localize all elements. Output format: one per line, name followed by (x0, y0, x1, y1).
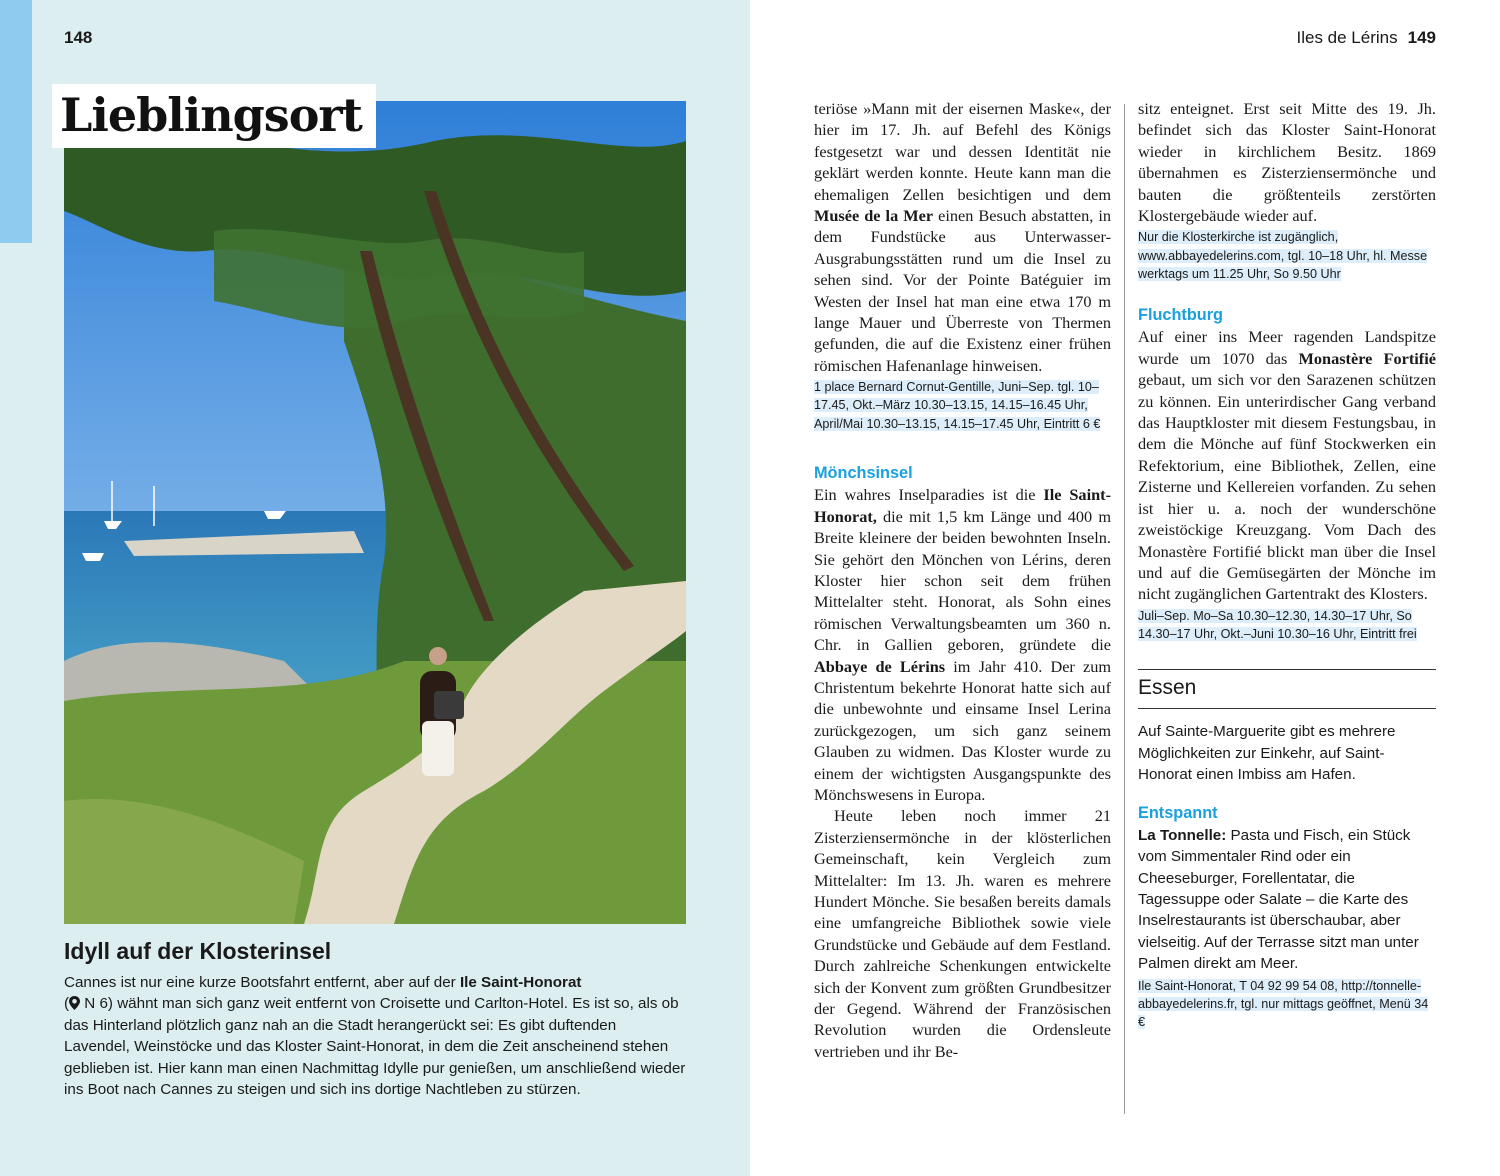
essen-rule (1138, 669, 1436, 670)
info-musee: 1 place Bernard Cornut-Gentille, Juni–Sep. tgl. 10–17.45, Okt.–März 10.30–13.15, 14.15–16.45 Uhr, April/Mai 10.30–13.15, 14.15–17.45 Uhr, Eintritt 6 € (814, 380, 1101, 431)
text-column-1: teriöse »Mann mit der eisernen Maske«, der hier im 17. Jh. auf Befehl des Königs festgesetzt war und dessen Identität nie geklärt werden konnte. Heute kann man die ehemaligen Zellen besichtigen und dem Musée de la Mer einen Besuch abstatten, in dem Fundstücke aus Unterwasser-Ausgrabungsstätten rund um die Insel zu sehen sind. Vor der Pointe Batéguier im Westen der Insel hat man eine etwa 170 m lange Mauer und Überreste von Thermen gefunden, die auf die Existenz einer frühen römischen Hafenanlage hinweisen. 1 place Bernard Cornut-Gentille, Juni–Sep. tgl. 10–17.45, Okt.–März 10.30–13.15, 14.15–16.45 Uhr, April/Mai 10.30–13.15, 14.15–17.45 Uhr, Eintritt 6 € Mönchsinsel Ein wahres Inselparadies ist die Ile Saint-Honorat, die mit 1,5 km Länge und 400 m Breite kleinere der beiden bewohnten Inseln. Sie gehört den Mönchen von Lérins, deren Kloster hier schon seit dem frühen Mittelalter steht. Honorat, als Sohn eines römischen Verwaltungsbeamten um 360 n. Chr. in Gallien geboren, gründete die Abbaye de Lérins im Jahr 410. Der zum Christentum bekehrte Honorat hatte sich auf die unbewohnte und einsame Insel Lerina zurückgezogen, um sich ganz seinem Glauben zu widmen. Das Kloster wurde zu einem der wichtigsten Ausgangspunkte des Mönchswesens in Europa. Heute leben noch immer 21 Zisterziensermönche in der klösterlichen Gemeinschaft, kein Vergleich zum Mittelalter: Im 13. Jh. waren es mehrere Hundert Mönche. Sie besaßen bereits damals eine umfangreiche Bibliothek sowie viele Grundstücke und Gebäude auf dem Festland. Durch zahlreiche Schenkungen entwickelte sich der Konvent zum größten Grundbesitzer der Gegend. Während der Französischen Revolution wurden die Ordensleute vertrieben und ihr Be- (814, 99, 1112, 1061)
subhead-entspannt: Entspannt (1138, 804, 1218, 823)
column-divider (1124, 104, 1125, 1114)
monk-path-photo (64, 101, 686, 924)
lieblingsort-label: Lieblingsort (52, 84, 376, 148)
idyll-heading: Idyll auf der Klosterinsel (64, 938, 332, 964)
subhead-fluchtburg: Fluchtburg (1138, 306, 1224, 325)
map-pin-icon (69, 996, 80, 1010)
chapter-tab (0, 0, 32, 243)
running-head: Iles de Lérins 149 (1296, 28, 1436, 47)
info-klosterkirche: Nur die Klosterkirche ist zugänglich, www.abbayedelerins.com, tgl. 10–18 Uhr, hl. Messe werktags um 11.25 Uhr, So 9.50 Uhr (1138, 230, 1428, 281)
essen-intro: Auf Sainte-Marguerite gibt es mehrere Möglichkeiten zur Einkehr, auf Saint-Honorat einen Imbiss am Hafen. (1138, 723, 1396, 783)
ile-saint-honorat-bold: Ile Saint-Honorat (459, 974, 582, 991)
info-monastere: Juli–Sep. Mo–Sa 10.30–12.30, 14.30–17 Uhr, So 14.30–17 Uhr, Okt.–Juni 10.30–16 Uhr, Eintritt frei (1138, 608, 1417, 641)
info-la-tonnelle: Ile Saint-Honorat, T 04 92 99 54 08, http://tonnelle-abbayedelerins.fr, tgl. nur mittags geöffnet, Menü 34 € (1138, 978, 1429, 1030)
restaurant-name: La Tonnelle: (1138, 826, 1227, 844)
idyll-paragraph: Cannes ist nur eine kurze Bootsfahrt entfernt, aber auf der Ile Saint-Honorat ( N 6) wähnt man sich ganz weit entfernt von Croisette und Carlton-Hotel. Es ist so, als ob das Hinterland plötzlich ganz nah an die Stadt herangerückt sei: Es gibt duftenden Lavendel, Weinstöcke und das Kloster Saint-Honorat, in dem die Zeit anscheinend stehen geblieben ist. Hier kann man einen Nachmittag Idylle pur genießen, um anschließend wieder ins Boot nach Cannes zu steigen und sich ins dortige Nachtleben zu stürzen. (64, 974, 686, 1099)
text-column-2: sitz enteignet. Erst seit Mitte des 19. Jh. befindet sich das Kloster Saint-Honorat wieder in kirchlichem Besitz. 1869 übernahmen es Zisterziensermönche und bauten die größtenteils zerstörten Klostergebäude wieder auf. Nur die Klosterkirche ist zugänglich, www.abbayedelerins.com, tgl. 10–18 Uhr, hl. Messe werktags um 11.25 Uhr, So 9.50 Uhr Fluchtburg Auf einer ins Meer ragenden Landspitze wurde um 1070 das Monastère Fortifié gebaut, um sich vor den Sarazenen schützen zu können. Ein unterirdischer Gang verband das Hauptkloster mit diesem Festungsbau, in dem die Mönche auf fünf Stockwerken ein Refektorium, eine Bibliothek, Zellen, eine Zisterne und Kellereien vorfanden. Zu sehen ist hier u. a. noch der wunderschöne zweistöckige Kreuzgang. Vom Dach des Monastère Fortifié blickt man über die Insel und auf die Gemüsegärten der Mönche im nicht zugänglichen Gartentrakt des Klosters. Juli–Sep. Mo–Sa 10.30–12.30, 14.30–17 Uhr, So 14.30–17 Uhr, Okt.–Juni 10.30–16 Uhr, Eintritt frei Essen Auf Sainte-Marguerite gibt es mehrere Möglichkeiten zur Einkehr, auf Saint-Honorat einen Imbiss am Hafen. Entspannt La Tonnelle: Pasta und Fisch, ein Stück vom Simmentaler Rind oder ein Cheeseburger, Forellentatar, die Tagessuppe oder Salate – die Karte des Inselrestaurants ist überschaubar, aber vielseitig. Auf der Terrasse sitzt man unter Palmen direkt am Meer. Ile Saint-Honorat, T 04 92 99 54 08, http://tonnelle-abbayedelerins.fr, tgl. nur mittags geöffnet, Menü 34 € (1138, 98, 1436, 1031)
page-number-left: 148 (64, 28, 93, 47)
subhead-moenchsinsel: Mönchsinsel (814, 463, 913, 482)
page-number-right: 149 (1407, 28, 1436, 47)
essen-heading: Essen (1138, 676, 1197, 700)
